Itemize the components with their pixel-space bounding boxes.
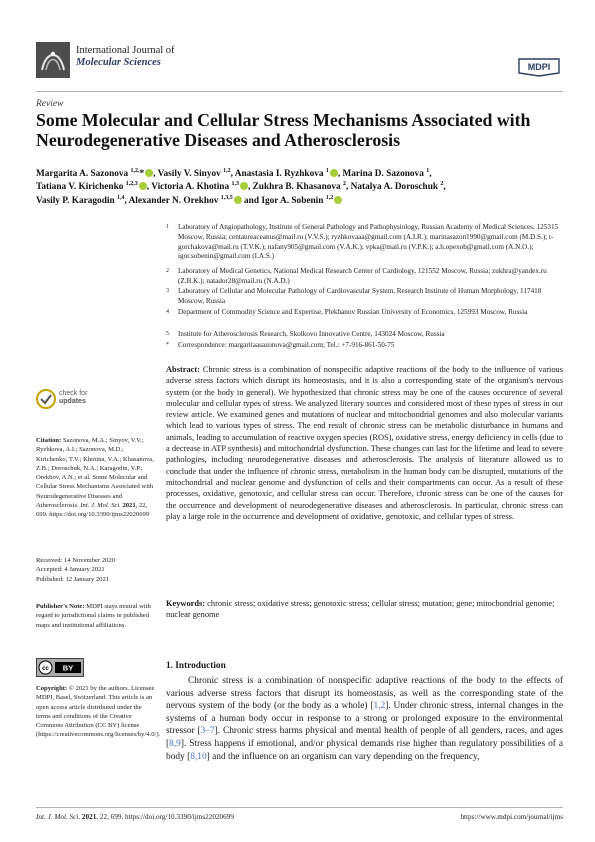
affiliation-5: 5 Institute for Atherosclerosis Research, Skolkovo Innovative Centre, 143024 Moscow, Russia: [166, 330, 445, 338]
check-updates-line1: check for: [59, 390, 88, 397]
orcid-icon[interactable]: [139, 182, 147, 190]
affiliation-4: 4 Department of Commodity Science and Expertise, Plekhanov Russian University of Economics, 125993 Moscow, Russia: [166, 308, 528, 316]
journal-name-line2: Molecular Sciences: [76, 57, 161, 68]
citation-link[interactable]: 8,9: [169, 738, 181, 749]
author-line-2: Tatiana V. Kirichenko $^{1,2,3}$ , Victoria A. Khotina $^{1,3}$ , Zukhra B. Khasanova $^2$, Natalya A. Doroschuk $^2$,: [36, 181, 446, 193]
introduction-text: Chronic stress is a combination of nonspecific adaptive reactions of the body to the effects of various adverse stress factors that disrupt its homeostasis, as well as the corresponding state of the nervous system of the body (or the body as a whole) [1,2]. Under chronic stress, internal changes in the systems of a human body occur in response to a strong or prolonged exposure to the environmental stressor [3–7]. Chronic stress harms physical and mental health of people of all genders, races, and ages [8,9]. Stress happens if emotional, and/or physical demands rise higher than regulatory possibilities of a body [8,10] and the influence on an organism can vary depending on the frequency,: [166, 676, 564, 762]
orcid-icon[interactable]: [240, 182, 248, 190]
mdpi-logo-icon: [515, 57, 563, 77]
cc-icon-text: cc: [42, 666, 49, 672]
author-line-3: Vasily P. Karagodin $^{1,4}$, Alexander N. Orekhov $^{1,3,5}$ and Igor A. Sobenin $^{1,2}$: [36, 195, 563, 208]
dates-block: [36, 556, 156, 584]
published-date: Published: 12 January 2021: [36, 575, 110, 583]
journal-name-line1: International Journal of: [76, 45, 175, 56]
copyright-block: Copyright: © 2021 by the authors. Licensee MDPI, Basel, Switzerland. This article is an open access article distributed under the terms and conditions of the Creative Commons Attribution (CC BY) license (https://creativecommons.org/licenses/by/4.0/).: [36, 685, 161, 739]
publisher-note: Publisher's Note: MDPI stays neutral with regard to jurisdictional claims in published maps and institutional affiliations.: [36, 603, 151, 629]
article-type: Review: [36, 99, 64, 109]
mdpi-logo-text: MDPI: [527, 62, 551, 72]
abstract-label: Abstract:: [166, 365, 200, 374]
header-rule: [36, 91, 563, 92]
orcid-icon[interactable]: [145, 169, 153, 177]
article-title: Some Molecular and Cellular Stress Mechanisms Associated with Neurodegenerative Diseases and Atherosclerosis: [36, 110, 531, 150]
cc-by-license-icon[interactable]: [36, 658, 84, 677]
citation-link[interactable]: 1,2: [373, 701, 386, 712]
keywords-text: chronic stress; oxidative stress; genotoxic stress; cellular stress; mutation; gene; mitochondrial genome; nuclear genome: [166, 599, 555, 620]
cc-by-text: BY: [62, 663, 74, 673]
orcid-icon[interactable]: [334, 196, 342, 204]
received-date: Received: 14 November 2020: [36, 557, 115, 564]
check-for-updates-button[interactable]: [36, 388, 106, 412]
author-line-1: Margarita A. Sazonova $^{1,2,}$* , Vasily V. Sinyov $^{1,2}$, Anastasia I. Ryzhkova $^1$ , Marina D. Sazonova $^1$,: [36, 167, 432, 179]
orcid-icon[interactable]: [330, 169, 338, 177]
citation-link[interactable]: 3–7: [200, 726, 215, 737]
section-heading-introduction: 1. Introduction: [166, 661, 226, 671]
citation-block: Citation: Sazonova, M.A.; Sinyov, V.V.; Ryzhkova, A.I.; Sazonova, M.D.; Kirichenko, T.V.; Khotina, V.A.; Khasanova, Z.B.; Doroschuk, N.A.; Karagodin, V.P.; Orekhov, A.N.; et al. Some Molecular and Cellular Stress Mechanisms Associated with Neurodegenerative Diseases and Atherosclerosis. Int. J. Mol. Sci. 2021, 22, 699. https://doi.org/10.3390/ijms22020699: [36, 437, 154, 519]
affiliation-1: 1 Laboratory of Angiopathology, Institute of General Pathology and Pathophysiology, Russian Academy of Medical Sciences, 125315 Moscow, Russia; centaureaceanus@mail.ru (V.V.S.); ryzhkovaaa@gmail.com (A.I.R.); marinasazon1990@gmail.com (M.D.S.); t-gorchakova@mail.ru (T.V.K.); nafany905@gmail.com (V.A.K.); vpka@mail.ru (V.P.K.); a.h.opexob@gmail.com (A.N.O.); igor.sobenin@gmail.com (I.A.S.): [166, 223, 559, 261]
abstract: [166, 364, 563, 522]
footer-rule: [36, 807, 563, 808]
check-updates-icon: [36, 389, 56, 409]
keywords: [166, 598, 563, 621]
footer-journal-url[interactable]: https://www.mdpi.com/journal/ijms: [460, 813, 563, 821]
journal-logo-icon: [36, 42, 70, 78]
footer-citation: Int. J. Mol. Sci. 2021, 22, 699. https://doi.org/10.3390/ijms22020699: [36, 813, 234, 821]
accepted-date: Accepted: 4 January 2021: [36, 566, 105, 574]
abstract-text: Chronic stress is a combination of nonspecific adaptive reactions of the body to the influence of various adverse stress factors which disrupt its homeostasis, and it is also a corresponding state of the organism's nervous system (or the body in general). We hypothesized that chronic stress may be one of the causes occurence of several molecular and cellular types of stress. We analyzed literary sources and considered most of these types of stress in our review article. We examined genes and mutations of nuclear and mitochondrial genomes and also molecular variants which lead to various types of stress. The end result of chronic stress can be metabolic disturbance in humans and animals, leading to accumulation of reactive oxygen species (ROS), oxidative stress, energy deficiency in cells (due to a decrease in ATP synthesis) and mitochondrial dysfunction. These changes can last for the lifetime and lead to severe pathologies, including neurodegenerative diseases and atherosclerosis. The analysis of literature allowed us to conclude that under the influence of chronic stress, metabolism in the human body can be disrupted, mutations of the mitochondrial and nuclear genome and dysfunction of cells and their compartments can occur. As a result of these processes, oxidative, genotoxic, and cellular stress can occur. Therefore, chronic stress can be one of the causes for the occurrence and development of neurodegenerative diseases and atherosclerosis. In particular, chronic stress can play a large role in the occurrence and development of oxidative, genotoxic, and cellular types of stress.: [166, 365, 563, 521]
orcid-icon[interactable]: [234, 196, 242, 204]
author-list: [36, 168, 563, 208]
keywords-label: Keywords:: [166, 599, 206, 608]
check-updates-line2: updates: [59, 398, 86, 405]
affiliation-2: 2 Laboratory of Medical Genetics, National Medical Research Center of Cardiology, 121552 Moscow, Russia; zukhra@yandex.ru (Z.B.K.); natador28@mail.ru (N.A.D.): [166, 267, 547, 285]
journal-name: [76, 45, 175, 69]
correspondence: * Correspondence: margaritaasazonova@gmail.com; Tel.: +7-916-861-50-75: [166, 341, 395, 349]
citation-link[interactable]: 8,10: [190, 751, 207, 762]
affiliation-3: 3 Laboratory of Cellular and Molecular Pathology of Cardiovascular System, Research Institute of Human Morphology, 117418 Moscow, Russia: [166, 287, 542, 305]
